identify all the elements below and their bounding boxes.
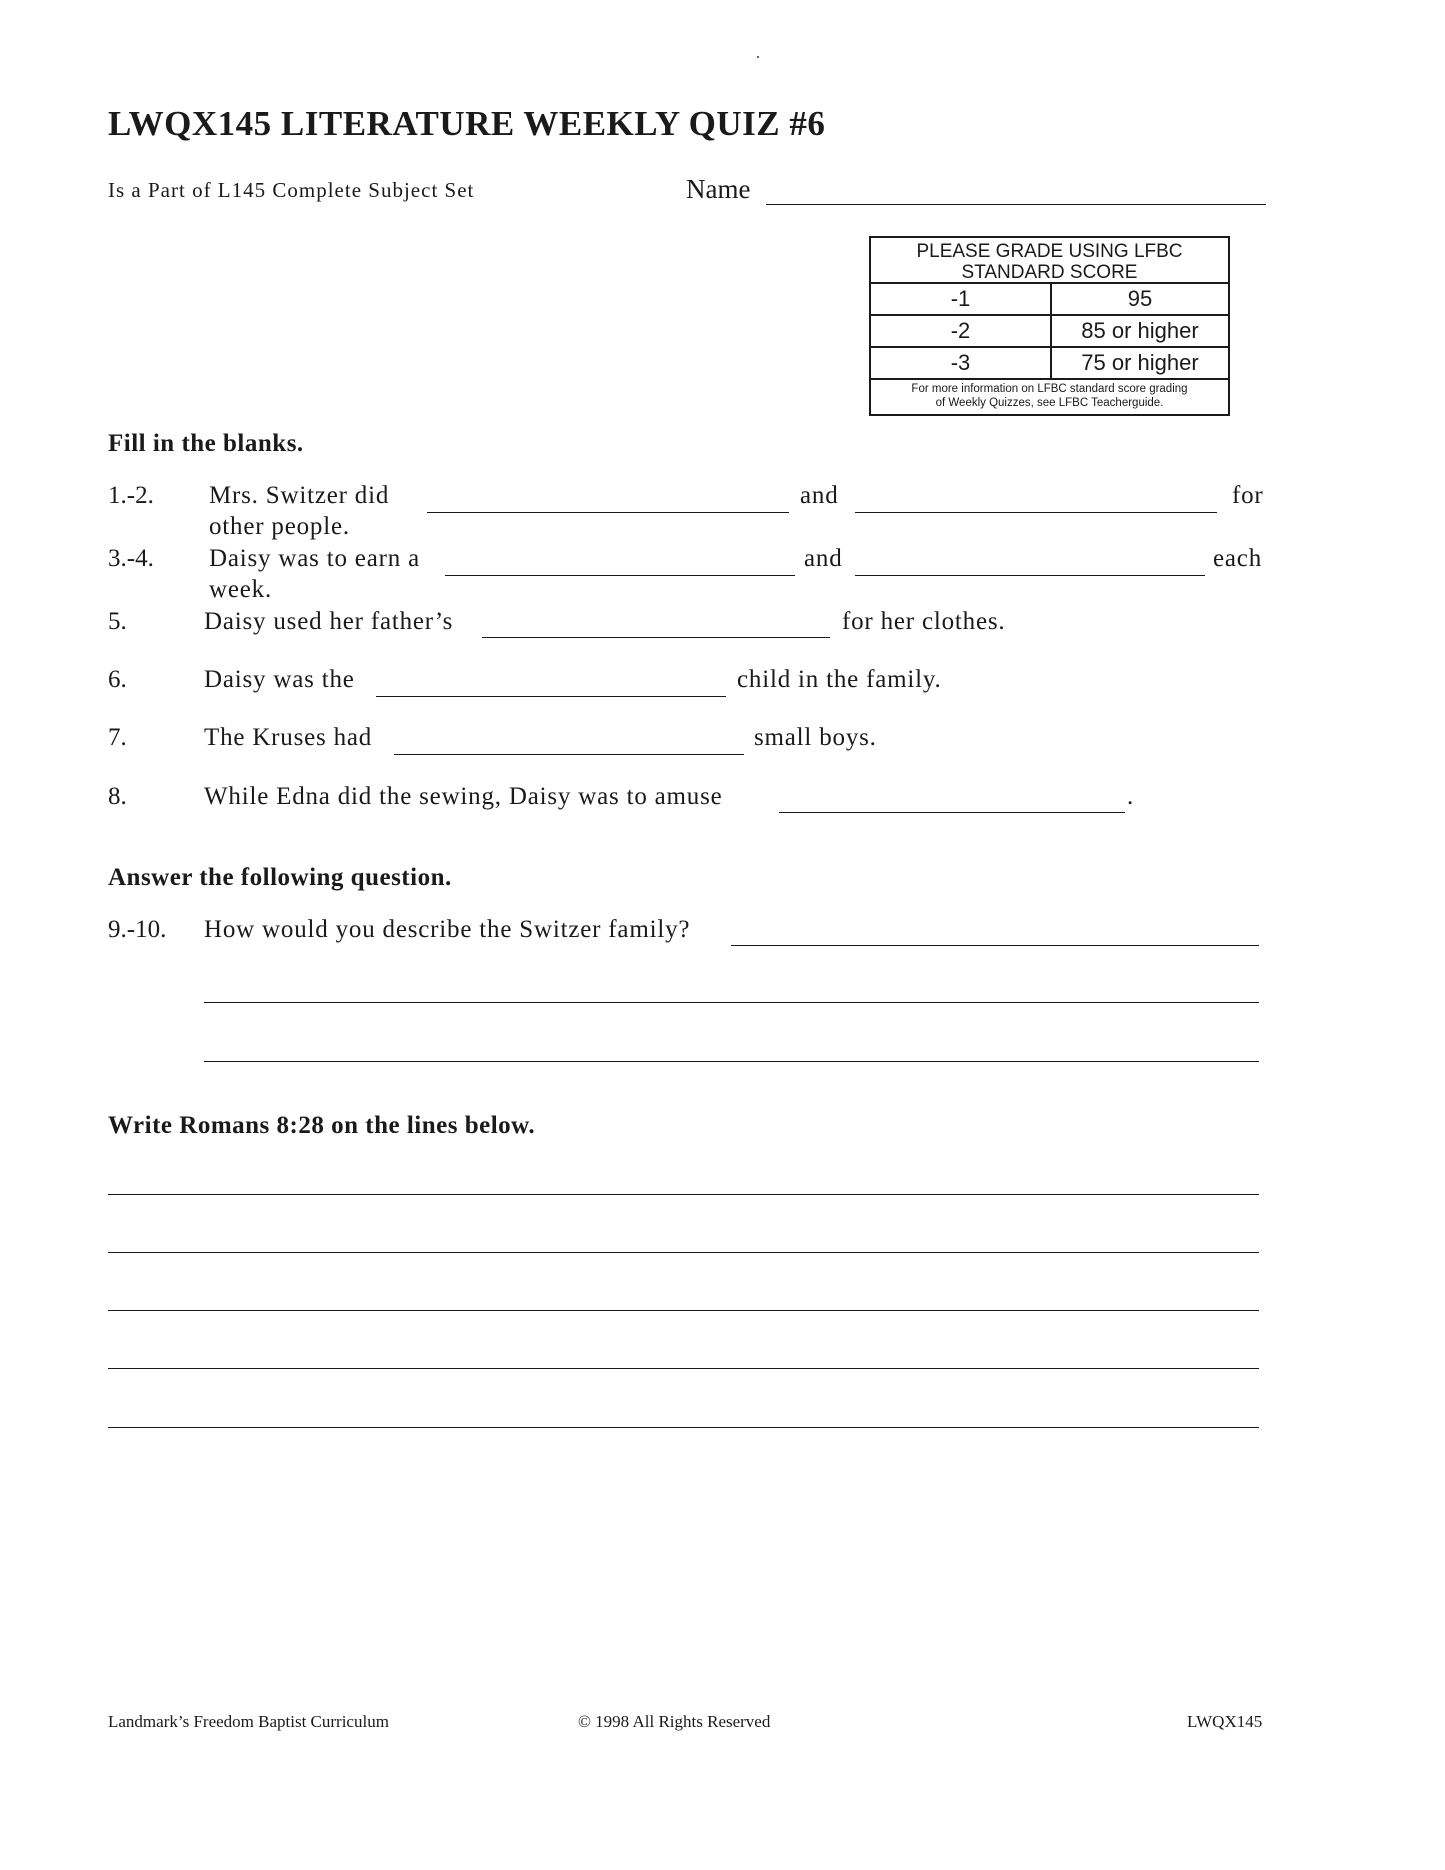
question-text: How would you describe the Switzer family? <box>204 916 691 943</box>
writing-line[interactable] <box>108 1194 1259 1195</box>
question-text: The Kruses had <box>204 724 373 751</box>
question-text: for <box>1232 482 1264 509</box>
grading-heading-line2: STANDARD SCORE <box>961 262 1138 283</box>
answer-blank-8[interactable] <box>779 812 1125 813</box>
answer-blank-1[interactable] <box>427 512 789 513</box>
grading-missed: -2 <box>871 316 1052 346</box>
grading-row <box>871 284 1228 316</box>
answer-blank-3[interactable] <box>445 575 795 576</box>
section-heading-answer: Answer the following question. <box>108 864 452 891</box>
stray-mark <box>757 56 759 58</box>
answer-blank-7[interactable] <box>394 754 744 755</box>
writing-line[interactable] <box>108 1368 1259 1369</box>
grading-missed: -1 <box>871 284 1052 314</box>
grading-row <box>871 316 1228 348</box>
question-text: . <box>1127 783 1135 810</box>
writing-line[interactable] <box>108 1427 1259 1428</box>
answer-blank-6[interactable] <box>376 696 726 697</box>
question-text: Daisy used her father’s <box>204 608 454 635</box>
writing-line[interactable] <box>108 1252 1259 1253</box>
question-text: Mrs. Switzer did <box>209 482 390 509</box>
section-heading-write: Write Romans 8:28 on the lines below. <box>108 1112 536 1139</box>
footer-code: LWQX145 <box>1187 1712 1263 1731</box>
grading-row <box>871 348 1228 380</box>
grading-score: 85 or higher <box>1081 318 1199 343</box>
question-text: other people. <box>209 513 350 540</box>
name-label: Name <box>686 174 751 204</box>
question-text: While Edna did the sewing, Daisy was to amuse <box>204 783 723 810</box>
grading-score: 95 <box>1127 286 1153 311</box>
grading-note <box>871 380 1228 410</box>
grading-score: 75 or higher <box>1081 350 1199 375</box>
question-number: 1.-2. <box>108 482 154 509</box>
answer-line-9[interactable] <box>204 1002 1259 1003</box>
answer-blank-2[interactable] <box>855 512 1217 513</box>
writing-line[interactable] <box>108 1310 1259 1311</box>
question-number: 6. <box>108 666 127 693</box>
grading-note-line1: For more information on LFBC standard score grading <box>911 383 1188 395</box>
grading-note-line2: of Weekly Quizzes, see LFBC Teacherguide. <box>935 397 1164 409</box>
question-text: each <box>1213 545 1262 572</box>
question-number: 3.-4. <box>108 545 154 572</box>
grading-heading-line1: PLEASE GRADE USING LFBC <box>916 241 1183 262</box>
question-text: and <box>804 545 843 572</box>
name-field[interactable] <box>766 204 1266 205</box>
question-number: 8. <box>108 783 127 810</box>
answer-line-9[interactable] <box>731 945 1259 946</box>
question-text: for her clothes. <box>842 608 1006 635</box>
grading-table-heading <box>871 238 1228 284</box>
question-number: 9.-10. <box>108 916 167 943</box>
subtitle: Is a Part of L145 Complete Subject Set <box>108 178 475 202</box>
answer-blank-5[interactable] <box>482 637 830 638</box>
page-title: LWQX145 LITERATURE WEEKLY QUIZ #6 <box>108 104 826 143</box>
question-text: Daisy was the <box>204 666 355 693</box>
question-text: Daisy was to earn a <box>209 545 420 572</box>
question-number: 5. <box>108 608 127 635</box>
answer-blank-4[interactable] <box>855 575 1205 576</box>
question-text: week. <box>209 576 272 603</box>
footer-publisher: Landmark’s Freedom Baptist Curriculum <box>108 1712 389 1731</box>
question-text: and <box>800 482 839 509</box>
answer-line-9[interactable] <box>204 1061 1259 1062</box>
question-number: 7. <box>108 724 127 751</box>
question-text: child in the family. <box>737 666 942 693</box>
section-heading-fill: Fill in the blanks. <box>108 430 304 457</box>
footer-copyright: © 1998 All Rights Reserved <box>578 1712 771 1731</box>
grading-table <box>869 236 1230 416</box>
question-text: small boys. <box>754 724 877 751</box>
grading-missed: -3 <box>871 348 1052 378</box>
